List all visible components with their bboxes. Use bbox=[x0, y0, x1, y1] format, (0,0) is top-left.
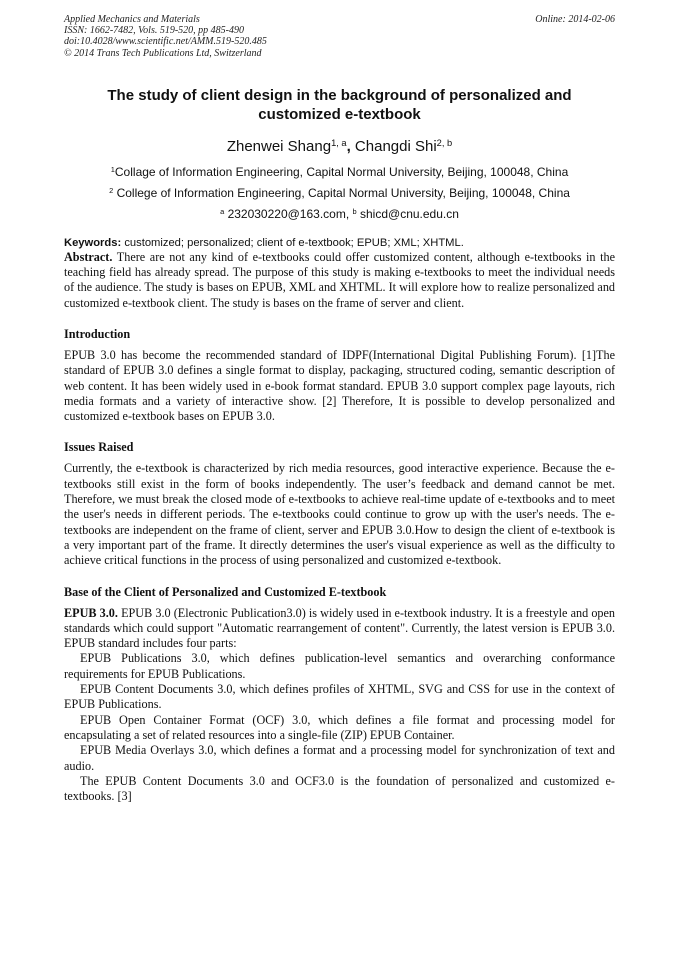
keywords-label: Keywords: bbox=[64, 236, 122, 249]
affiliation bbox=[64, 165, 615, 179]
keywords bbox=[64, 236, 615, 250]
affiliation-text: College of Information Engineering, Capital Normal University, Beijing, 100048, China bbox=[116, 185, 570, 200]
epub-part-paragraph: EPUB Media Overlays 3.0, which defines a format and a processing model for synchronization of text and audio. bbox=[64, 743, 615, 773]
section-heading-base: Base of the Client of Personalized and Customized E-textbook bbox=[64, 584, 387, 599]
online-date: Online: 2014-02-06 bbox=[535, 14, 615, 25]
author-emails bbox=[64, 207, 615, 221]
affiliation-number: 2 bbox=[109, 185, 114, 195]
author-affiliation-marker: 1, a bbox=[331, 137, 347, 148]
abstract-text: There are not any kind of e-textbooks could offer customized content, although e-textbooks in the teaching field has already spread. The purpose of this study is making e-textbooks to meet the individual needs of the audience. The study is bases on EPUB, XML and XHTML. It will explore how to realize personalized and customized e-textbook client. The study is bases on the frame of server and client. bbox=[64, 249, 616, 310]
email-address[interactable]: 232030220@163.com, bbox=[227, 206, 350, 221]
base-paragraph bbox=[64, 606, 615, 652]
email-marker: b bbox=[352, 206, 357, 216]
affiliation bbox=[64, 186, 615, 200]
journal-info bbox=[64, 14, 267, 59]
author-name: Zhenwei Shang bbox=[226, 137, 332, 155]
journal-issn: ISSN: 1662-7482, Vols. 519-520, pp 485-490 bbox=[64, 25, 244, 37]
abstract-label: Abstract. bbox=[64, 249, 113, 264]
epub-part-paragraph: EPUB Content Documents 3.0, which defines profiles of XHTML, SVG and CSS for use in the context of EPUB Publications. bbox=[64, 682, 615, 712]
section-heading-issues: Issues Raised bbox=[64, 440, 134, 455]
journal-name: Applied Mechanics and Materials bbox=[64, 14, 200, 25]
epub-part-paragraph: EPUB Open Container Format (OCF) 3.0, which defines a file format and processing model for encapsulating a set of related resources into a single-file (ZIP) EPUB Container. bbox=[64, 712, 615, 742]
epub-foundation-paragraph: The EPUB Content Documents 3.0 and OCF3.0 is the foundation of personalized and customized e-textbooks. [3] bbox=[64, 773, 615, 804]
affiliation-number: 1 bbox=[110, 164, 115, 174]
author-list: Zhenwei Shang$^{1, a}$, Changdi Shi$^{2, b}$ bbox=[226, 137, 453, 155]
section-heading-introduction: Introduction bbox=[64, 327, 131, 341]
introduction-paragraph: EPUB 3.0 has become the recommended standard of IDPF(International Digital Publishing Forum). [1]The standard of EPUB 3.0 defines a single format to display, packaging, structured coding, semantic description of web content. It has been widely used in e-book format standard. EPUB 3.0 support complex page layouts, rich media formats and a variety of interactive show. [2] Therefore, It is possible to develop personalized and customized e-textbook bases on EPUB 3.0. bbox=[64, 348, 615, 424]
journal-header bbox=[64, 14, 615, 59]
journal-copyright: © 2014 Trans Tech Publications Ltd, Switzerland bbox=[64, 47, 262, 59]
issues-paragraph: Currently, the e-textbook is characterized by rich media resources, good interactive experience. Because the e-textbooks still exist in the form of books independently. The user’s feedback and demand cannot be met. Therefore, we must break the closed mode of e-textbooks to achieve real-time update of e-textbooks and to meet the user's needs in different periods. The e-textbooks could continue to grow up with the user's needs. The e-textbooks are independent on the frame of client, server and EPUB 3.0.How to design the client of e-textbook is a very important part of the frame. It directly determines the user's visual experience as well as the difficulty to achieve critical functions in the process of using personalized and customized e-textbook. bbox=[64, 461, 615, 568]
abstract bbox=[64, 250, 615, 311]
base-paragraph-text: EPUB 3.0 (Electronic Publication3.0) is widely used in e-textbook industry. It is a freestyle and open standards which could support "Automatic rearrangement of content". Currently, the latest version is EPUB 3.0. EPUB standard includes four parts: bbox=[64, 605, 616, 651]
keywords-text: customized; personalized; client of e-textbook; EPUB; XML; XHTML. bbox=[124, 236, 464, 249]
epub-part-paragraph: EPUB Publications 3.0, which defines publication-level semantics and overarching conformance requirements for EPUB Publications. bbox=[64, 651, 615, 681]
email-address[interactable]: shicd@cnu.edu.cn bbox=[360, 206, 459, 221]
journal-doi: doi:10.4028/www.scientific.net/AMM.519-520.485 bbox=[64, 36, 267, 48]
affiliation-text: Collage of Information Engineering, Capital Normal University, Beijing, 100048, China bbox=[114, 164, 569, 179]
epub-lead: EPUB 3.0. bbox=[64, 605, 118, 620]
paper-title: The study of client design in the background of personalized and customized e-textbook bbox=[107, 86, 572, 123]
author-affiliation-marker: 2, b bbox=[436, 137, 453, 148]
author-name: Changdi Shi bbox=[354, 137, 437, 155]
email-marker: a bbox=[220, 206, 225, 216]
